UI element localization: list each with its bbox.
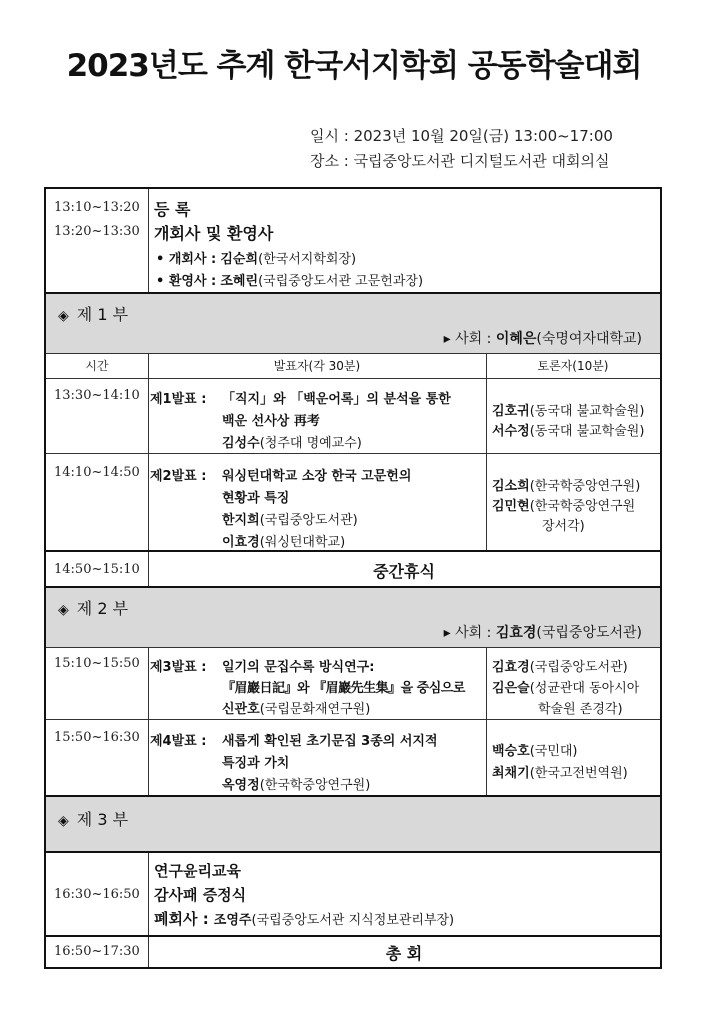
talk1-presenter: 김성수(청주대 명예교수)	[222, 436, 362, 451]
talk4-row	[46, 720, 660, 797]
opening-time-1: 13:10~13:20	[54, 200, 140, 215]
talk4-presenter: 옥영정(한국학중앙연구원)	[222, 778, 371, 793]
general-time: 16:50~17:30	[54, 944, 140, 959]
talk2-presenter-2: 이효경(워싱턴대학교)	[222, 535, 346, 550]
part1-label: ◈ 제 1 부	[58, 305, 129, 324]
talk2-title-2: 현황과 특징	[222, 491, 290, 506]
talk3-title-1: 일기의 문집수록 방식연구:	[222, 660, 375, 675]
talk3-discussant-2-affil-cont: 학술원 존경각)	[538, 702, 623, 717]
event-place: 장소 : 국립중앙도서관 디지털도서관 대회의실	[310, 152, 610, 170]
header-time: 시간	[46, 354, 149, 378]
talk4-discussant-1: 백승호(국민대)	[492, 744, 578, 759]
talk3-presenter: 신관호(국립문화재연구원)	[222, 702, 371, 717]
column-headers	[46, 354, 660, 379]
break-time: 14:50~15:10	[54, 562, 140, 577]
talk3-discussant-1: 김효경(국립중앙도서관)	[492, 660, 628, 675]
talk3-time: 15:10~15:50	[54, 656, 140, 671]
talk3-row	[46, 648, 660, 720]
talk2-discussant-2-affil-cont: 장서각)	[542, 519, 585, 534]
talk2-presenter-1: 한지희(국립중앙도서관)	[222, 513, 358, 528]
talk4-label: 제4발표 :	[150, 734, 207, 749]
part2-header	[46, 588, 660, 648]
diamond-icon: ◈	[58, 602, 69, 618]
ethics-education: 연구윤리교육	[154, 862, 241, 880]
closing-speech-line: 폐회사 : 조영주(국립중앙도서관 지식정보관리부장)	[154, 910, 455, 928]
talk4-title-1: 새롭게 확인된 초기문집 3종의 서지적	[222, 734, 438, 749]
page-title: 2023년도 추계 한국서지학회 공동학술대회	[66, 48, 642, 84]
program-table	[44, 187, 662, 969]
general-meeting-row	[46, 937, 660, 967]
talk4-time: 15:50~16:30	[54, 730, 140, 745]
talk1-discussant-1: 김호귀(동국대 불교학술원)	[492, 404, 645, 419]
diamond-icon: ◈	[58, 308, 69, 324]
talk3-title-2: 『眉巖日記』와 『眉巖先生集』을 중심으로	[222, 681, 465, 696]
general-meeting-label: 총 회	[385, 944, 423, 963]
talk2-title-1: 워싱턴대학교 소장 한국 고문헌의	[222, 469, 412, 484]
part3-label: ◈ 제 3 부	[58, 810, 129, 829]
part1-chair: ▸ 사회 : 이혜은(숙명여자대학교)	[443, 331, 642, 347]
welcome-label: 개회사 및 환영사	[154, 224, 274, 243]
header-discussant: 토론자(10분)	[537, 359, 609, 373]
talk2-discussant-1: 김소희(한국학중앙연구원)	[492, 479, 641, 494]
part1-header	[46, 294, 660, 354]
talk4-title-2: 특징과 가치	[222, 756, 290, 771]
talk2-discussant-2: 김민현(한국학중앙연구원	[492, 499, 636, 514]
welcome-speaker-line: • 환영사 : 조혜린(국립중앙도서관 고문헌과장)	[156, 274, 424, 289]
talk1-discussant-2: 서수정(동국대 불교학술원)	[492, 424, 645, 439]
part2-chair: ▸ 사회 : 김효경(국립중앙도서관)	[443, 625, 642, 641]
talk2-row	[46, 454, 660, 552]
closing-row	[46, 853, 660, 937]
break-row	[46, 552, 660, 588]
part2-label: ◈ 제 2 부	[58, 599, 129, 618]
break-label: 중간휴식	[373, 562, 435, 581]
part3-header	[46, 797, 660, 853]
diamond-icon: ◈	[58, 813, 69, 829]
header-presenter: 발표자(각 30분)	[148, 354, 487, 378]
talk1-row	[46, 379, 660, 454]
talk1-label: 제1발표 :	[150, 392, 207, 407]
opening-row	[46, 189, 660, 294]
registration-label: 등 록	[154, 200, 191, 219]
event-date: 일시 : 2023년 10월 20일(금) 13:00~17:00	[310, 127, 613, 145]
talk1-title-2: 백운 선사상 再考	[222, 414, 320, 429]
opening-time-2: 13:20~13:30	[54, 224, 140, 239]
talk1-title-1: 「직지」와 「백운어록」의 분석을 통한	[222, 392, 451, 407]
talk4-discussant-2: 최채기(한국고전번역원)	[492, 766, 628, 781]
closing-time: 16:30~16:50	[54, 887, 140, 902]
talk2-label: 제2발표 :	[150, 469, 207, 484]
opening-speaker-line: • 개회사 : 김순희(한국서지학회장)	[156, 252, 357, 267]
talk3-discussant-2: 김은슬(성균관대 동아시아	[492, 681, 640, 696]
talk3-label: 제3발표 :	[150, 660, 207, 675]
talk2-time: 14:10~14:50	[54, 465, 140, 480]
award-ceremony: 감사패 증정식	[154, 886, 247, 904]
talk1-time: 13:30~14:10	[54, 388, 140, 403]
